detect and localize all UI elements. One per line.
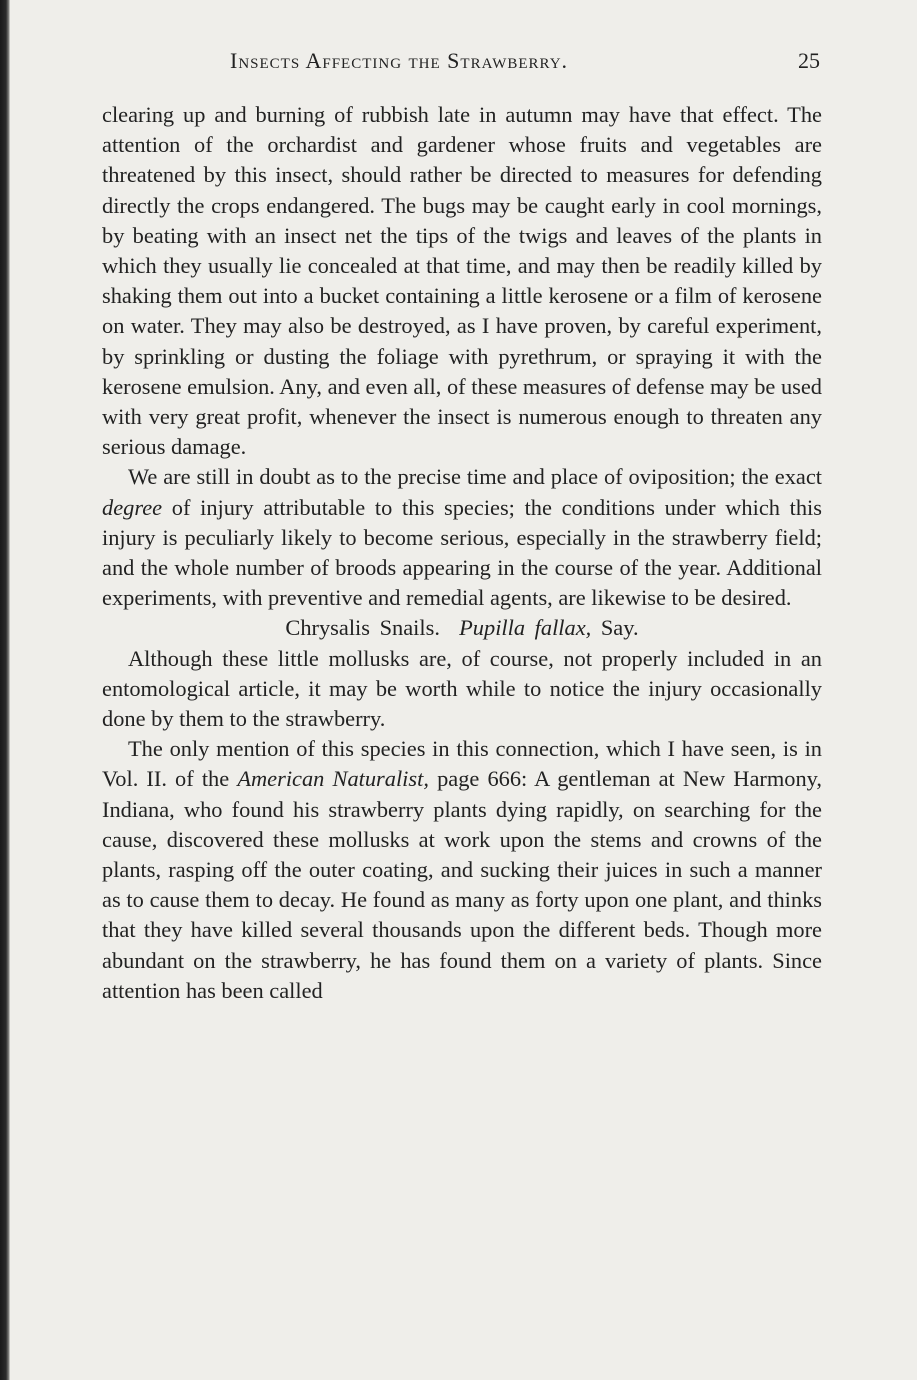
paragraph-text: The only mention of this species in this connection, which I have seen, is in Vol. II. of the	[102, 736, 822, 792]
page-header	[102, 48, 822, 78]
paragraph	[102, 462, 822, 613]
body-text	[102, 100, 822, 1006]
section-heading	[102, 613, 822, 643]
paragraph: Although these little mollusks are, of course, not properly included in an entomological article, it may be worth while to notice the injury occasionally done by them to the strawberry.	[102, 645, 822, 732]
paragraph: clearing up and burning of rubbish late in autumn may have that effect. The attention of the orchardist and gardener whose fruits and vegetables are threatened by this insect, should rather be directed to measures for defending directly the crops endangered. The bugs may be caught early in cool mornings, by beating with an insect net the tips of the twigs and leaves of the plants in which they usually lie concealed at that time, and may then be readily killed by shaking them out into a bucket containing a little kerosene or a film of kerosene on water. They may also be destroyed, as I have proven, by careful experiment, by sprinkling or dusting the foliage with pyrethrum, or spraying it with the kerosene emulsion. Any, and even all, of these measures of defense may be used with very great profit, whenever the insect is numerous enough to threaten any serious damage.	[102, 102, 822, 460]
paragraph-text: page 666: A gentleman at New Harmony, Indiana, who found his strawberry plants dying rapidly, on searching for the cause, discovered these mollusks at work upon the stems and crowns of the plants, rasping off the outer coating, and sucking their juices in such a manner as to cause them to decay. He found as many as forty upon one plant, and thinks that they have killed several thousands upon the different beds. Though more abundant on the strawberry, he has found them on a variety of plants. Since attention has been called	[102, 766, 823, 1003]
journal-title: American Naturalist,	[237, 766, 429, 792]
paragraph-text: We are still in doubt as to the precise time and place of oviposition; the exact	[128, 464, 822, 490]
italic-term: degree	[102, 494, 163, 520]
running-title: Insects Affecting the Strawberry.	[230, 48, 569, 73]
page-number: 25	[798, 48, 820, 73]
common-name: Chrysalis Snails.	[285, 615, 440, 641]
book-spine-edge	[0, 0, 10, 1380]
paragraph-text: of injury attributable to this species; the conditions under which this injury is peculiarly likely to become serious, especially in the strawberry field; and the whole number of broods appearing in the course of the year. Additional experiments, with preventive and remedial agents, are likewise to be desired.	[102, 494, 822, 611]
scientific-name: Pupilla fallax,	[459, 615, 592, 641]
paragraph	[102, 734, 822, 1006]
author-name: Say.	[600, 615, 639, 641]
